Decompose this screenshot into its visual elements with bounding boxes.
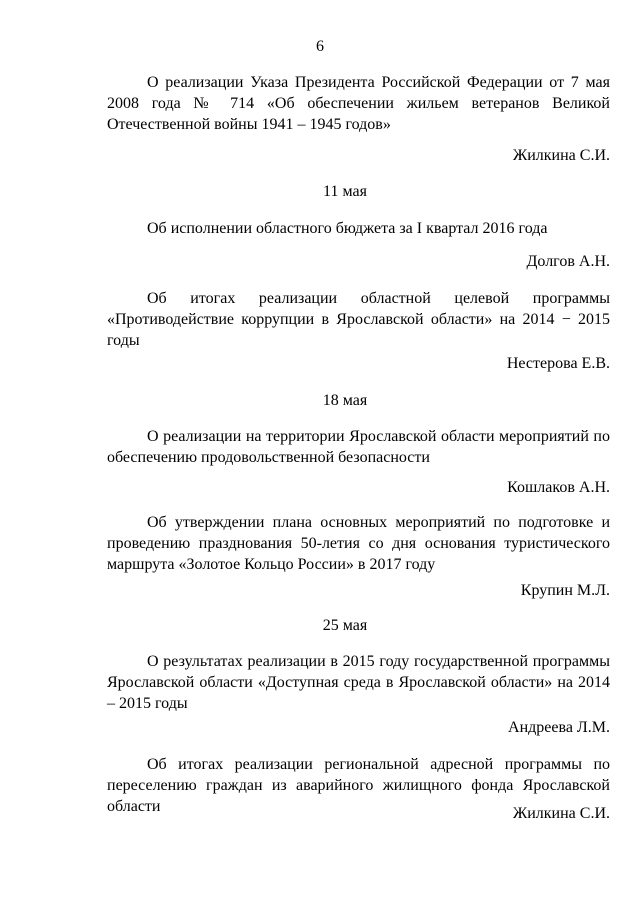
agenda-item-text: Об утверждении плана основных мероприятий по подготовке и проведению празднования 50-летия со дня основания туристического маршрута «Золотое Кольцо России» в 2017 году — [107, 514, 610, 573]
responsible-person: Жилкина С.И. — [512, 147, 610, 164]
responsible-person: Андреева Л.М. — [508, 719, 610, 736]
date-heading: 25 мая — [322, 617, 368, 634]
responsible-person: Жилкина С.И. — [512, 805, 610, 822]
agenda-item-text: О реализации Указа Президента Российской Федерации от 7 мая 2008 года № 714 «Об обеспечении жильем ветеранов Великой Отечественной войны 1941 – 1945 годов» — [107, 74, 610, 133]
agenda-item-text: Об итогах реализации региональной адресной программы по переселению граждан из аварийного жилищного фонда Ярославской области — [107, 756, 610, 815]
agenda-item-text: Об исполнении областного бюджета за I квартал 2016 года — [147, 220, 548, 237]
responsible-person: Кошлаков А.Н. — [507, 479, 610, 496]
date-heading: 18 мая — [322, 392, 368, 409]
date-heading: 11 мая — [323, 183, 367, 200]
agenda-item-text: О реализации на территории Ярославской области мероприятий по обеспечению продовольственной безопасности — [107, 428, 610, 466]
responsible-person: Крупин М.Л. — [520, 582, 610, 599]
responsible-person: Долгов А.Н. — [526, 253, 610, 270]
responsible-person: Нестерова Е.В. — [506, 355, 610, 372]
agenda-item-text: Об итогах реализации областной целевой программы «Противодействие коррупции в Ярославской области» на 2014 − 2015 годы — [107, 290, 610, 349]
page-number: 6 — [316, 38, 324, 55]
agenda-item-text: О результатах реализации в 2015 году государственной программы Ярославской области «Доступная среда в Ярославской области» на 2014 – 2015 годы — [107, 653, 610, 712]
